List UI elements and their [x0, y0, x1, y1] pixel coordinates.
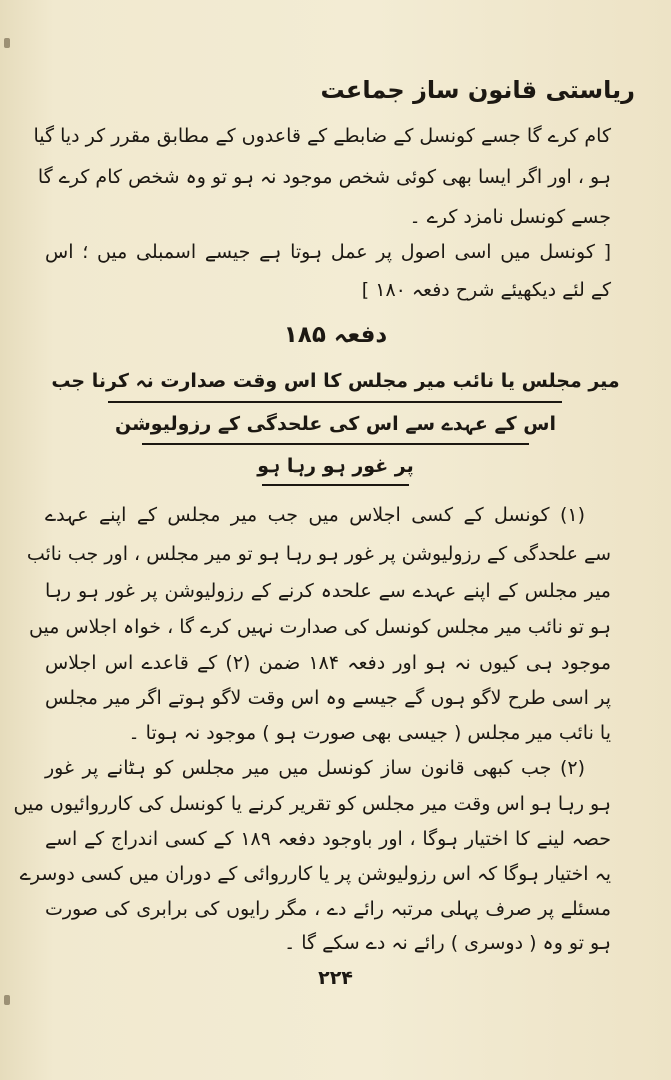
- clause-2-line: ہو تو وہ ( دوسری ) رائے نہ دے سکے گا ۔: [284, 932, 611, 954]
- clause-1-line: پر اسی طرح لاگو ہوں گے جیسے وہ اس وقت لاگو ہوتے اگر میر مجلس: [45, 687, 611, 709]
- section-heading-line: پر غور ہو رہا ہو: [257, 455, 414, 477]
- running-header: ریاستی قانون ساز جماعت: [320, 76, 635, 104]
- binding-mark-top: [4, 38, 10, 48]
- note-line: [ کونسل میں اسی اصول پر عمل ہوتا ہے جیسے اسمبلی میں ؛ اس: [45, 241, 611, 263]
- section-number: دفعہ ۱۸۵: [283, 322, 388, 348]
- clause-1-line: سے علحدگی کے رزولیوشن پر غور ہو رہا ہو تو میر مجلس ، اور جب نائب: [26, 543, 611, 565]
- clause-1-line: یا نائب میر مجلس ( جیسی بھی صورت ہو ) موجود نہ ہوتا ۔: [128, 722, 611, 744]
- clause-2-line: یہ اختیار ہوگا کہ اس رزولیوشن پر یا کارروائی کے دوران میں کسی دوسرے: [19, 863, 611, 885]
- intro-line: جسے کونسل نامزد کرے ۔: [409, 206, 611, 228]
- section-heading-line: میر مجلس یا نائب میر مجلس کا اس وقت صدارت نہ کرنا جب: [51, 370, 620, 392]
- clause-2-line: (۲) جب کبھی قانون ساز کونسل میں میر مجلس کو ہٹانے پر غور: [45, 757, 585, 779]
- page-number: ۲۲۴: [318, 967, 353, 989]
- clause-1-line: (۱) کونسل کے کسی اجلاس میں جب میر مجلس کے اپنے عہدے: [45, 504, 585, 526]
- clause-1-line: موجود ہی کیوں نہ ہو اور دفعہ ۱۸۴ ضمن (۲) کے قاعدے اس اجلاس: [45, 652, 611, 674]
- heading-underline: [262, 484, 409, 486]
- intro-line: ہو ، اور اگر ایسا بھی کوئی شخص موجود نہ ہو تو وہ شخص کام کرے گا: [37, 166, 611, 188]
- heading-underline: [108, 401, 562, 403]
- section-heading-line: اس کے عہدے سے اس کی علحدگی کے رزولیوشن: [115, 413, 556, 435]
- intro-line: کام کرے گا جسے کونسل کے ضابطے کے قاعدوں کے مطابق مقرر کر دیا گیا: [33, 125, 611, 147]
- clause-2-line: مسئلے پر صرف پہلی مرتبہ رائے دے ، مگر رایوں کی برابری کی صورت: [45, 898, 611, 920]
- clause-2-line: حصہ لینے کا اختیار ہوگا ، اور باوجود دفعہ ۱۸۹ کے کسی اندراج کے اسے: [45, 828, 611, 850]
- heading-underline: [142, 443, 529, 445]
- clause-1-line: ہو تو نائب میر مجلس کونسل کی صدارت نہیں کرے گا ، خواہ اجلاس میں: [29, 616, 611, 638]
- binding-mark-bottom: [4, 995, 10, 1005]
- note-line: کے لئے دیکھیئے شرح دفعہ ۱۸۰ ]: [361, 279, 611, 301]
- clause-2-line: ہو رہا ہو اس وقت میر مجلس کو تقریر کرنے یا کونسل کی کارروائیوں میں: [13, 793, 611, 815]
- clause-1-line: میر مجلس کے اپنے عہدے سے علحدہ کرنے کے رزولیوشن پر غور ہو رہا: [45, 580, 611, 602]
